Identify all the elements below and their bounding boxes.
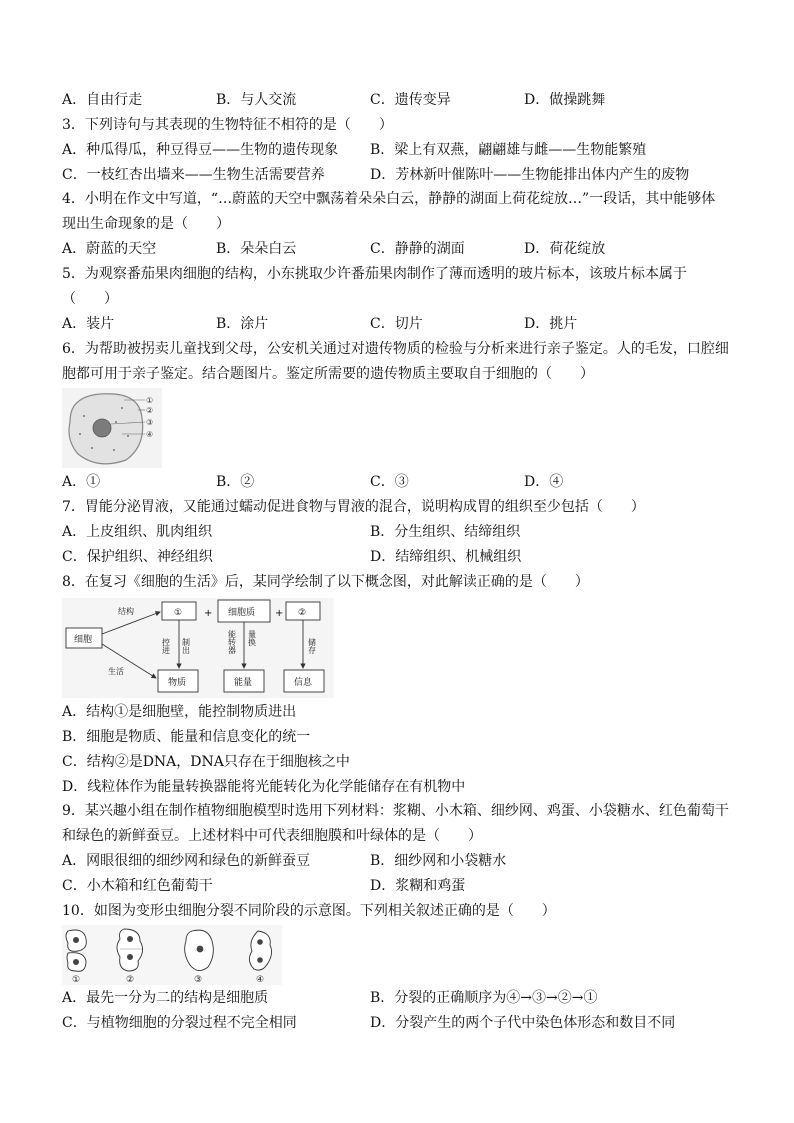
q3-stem: 3．下列诗句与其表现的生物特征不相符的是（ ） [62, 117, 393, 133]
q9-stem-line-2: 和绿色的新鲜蚕豆。上述材料中可代表细胞膜和叶绿体的是（ ） [62, 828, 482, 844]
amoeba-label-4: ④ [256, 975, 265, 985]
cell-label-3: ③ [146, 418, 154, 427]
q2-option-a[interactable]: A．自由行走 [62, 92, 143, 108]
amoeba-label-1: ① [72, 975, 81, 985]
q6-option-d[interactable]: D．④ [524, 474, 564, 490]
q3-option-a[interactable]: A．种瓜得瓜，种豆得豆——生物的遗传现象 [62, 142, 339, 158]
concept-cell: 细胞 [74, 635, 93, 645]
q5-stem-line-1: 5．为观察番茄果肉细胞的结构，小东挑取少许番茄果肉制作了薄而透明的玻片标本，该玻片标本属于 [62, 266, 687, 282]
q10-stem: 10．如图为变形虫细胞分裂不同阶段的示意图。下列相关叙述正确的是（ ） [62, 903, 556, 919]
amoeba-label-3: ③ [194, 975, 203, 985]
q10-option-c[interactable]: C．与植物细胞的分裂过程不完全相同 [62, 1015, 297, 1031]
q4-option-a[interactable]: A．蔚蓝的天空 [62, 241, 157, 257]
amoeba-label-2: ② [126, 975, 135, 985]
cell-label-2: ② [146, 406, 154, 415]
q4-option-d[interactable]: D．荷花绽放 [524, 241, 606, 257]
q8-option-d[interactable]: D．线粒体作为能量转换器能将光能转化为化学能储存在有机物中 [62, 779, 466, 795]
q2-option-c[interactable]: C．遗传变异 [370, 92, 451, 108]
q10-option-d[interactable]: D．分裂产生的两个子代中染色体形态和数目不同 [370, 1015, 676, 1031]
q6-stem-line-1: 6．为帮助被拐卖儿童找到父母，公安机关通过对遗传物质的检验与分析来进行亲子鉴定。人的毛发，口腔细 [62, 341, 729, 357]
q9-option-d[interactable]: D．浆糊和鸡蛋 [370, 878, 466, 894]
q9-option-a[interactable]: A．网眼很细的细纱网和绿色的新鲜蚕豆 [62, 853, 311, 869]
concept-box-2-label: ② [298, 608, 307, 618]
q9-option-b[interactable]: B．细纱网和小袋糖水 [370, 853, 507, 869]
concept-energy: 能量 [234, 678, 253, 688]
q5-option-c[interactable]: C．切片 [370, 316, 423, 332]
q8-option-a[interactable]: A．结构①是细胞壁，能控制物质进出 [62, 704, 297, 720]
q6-option-b[interactable]: B．② [216, 474, 255, 490]
q5-option-d[interactable]: D．挑片 [524, 316, 578, 332]
q7-option-b[interactable]: B．分生组织、结缔组织 [370, 524, 521, 540]
cell-label-4: ④ [146, 430, 154, 439]
q7-stem: 7．胃能分泌胃液，又能通过蠕动促进食物与胃液的混合，说明构成胃的组织至少包括（ ） [62, 499, 645, 515]
q6-stem-line-2: 胞都可用于亲子鉴定。结合题图片。鉴定所需要的遗传物质主要取自于细胞的（ ） [62, 366, 594, 382]
amoeba-division-figure [62, 925, 282, 985]
q4-stem-line-1: 4．小明在作文中写道，“…蔚蓝的天空中飘荡着朵朵白云，静静的湖面上荷花绽放…”一段话，其中能够体 [62, 191, 716, 207]
concept-plus-2: + [275, 608, 284, 619]
concept-converter-left: 能转器 [227, 630, 237, 654]
q3-option-d[interactable]: D．芳林新叶催陈叶——生物能排出体内产生的废物 [370, 167, 690, 183]
concept-cytoplasm: 细胞质 [228, 608, 256, 618]
q9-option-c[interactable]: C．小木箱和红色葡萄干 [62, 878, 213, 894]
q8-option-c[interactable]: C．结构②是DNA，DNA只存在于细胞核之中 [62, 754, 350, 770]
q10-option-a[interactable]: A．最先一分为二的结构是细胞质 [62, 990, 269, 1006]
q6-option-c[interactable]: C．③ [370, 474, 409, 490]
concept-structure: 结构 [118, 607, 134, 616]
q2-option-b[interactable]: B．与人交流 [216, 92, 297, 108]
q2-option-d[interactable]: D．做操跳舞 [524, 92, 606, 108]
q8-stem: 8．在复习《细胞的生活》后，某同学绘制了以下概念图，对此解读正确的是（ ） [62, 574, 589, 590]
concept-plus-1: + [204, 608, 213, 619]
q5-option-a[interactable]: A．装片 [62, 316, 115, 332]
concept-storage: 储存 [307, 638, 317, 654]
q5-stem-line-2: （ ） [62, 291, 118, 307]
q6-option-a[interactable]: A．① [62, 474, 101, 490]
q7-option-d[interactable]: D．结缔组织、机械组织 [370, 549, 522, 565]
concept-control-right: 制出 [181, 638, 191, 654]
q4-stem-line-2: 现出生命现象的是（ ） [62, 216, 230, 232]
concept-life: 生活 [108, 667, 124, 676]
q7-option-a[interactable]: A．上皮组织、肌肉组织 [62, 524, 213, 540]
q7-option-c[interactable]: C．保护组织、神经组织 [62, 549, 213, 565]
q3-option-b[interactable]: B．梁上有双燕，翩翩雄与雌——生物能繁殖 [370, 142, 647, 158]
q4-option-c[interactable]: C．静静的湖面 [370, 241, 465, 257]
q8-option-b[interactable]: B．细胞是物质、能量和信息变化的统一 [62, 729, 311, 745]
concept-info: 信息 [294, 678, 313, 688]
concept-control-left: 控进 [161, 638, 171, 654]
q3-option-c[interactable]: C．一枝红杏出墙来——生物生活需要营养 [62, 167, 325, 183]
animal-cell-figure [62, 388, 162, 468]
concept-map-figure [62, 598, 334, 698]
q5-option-b[interactable]: B．涂片 [216, 316, 269, 332]
concept-matter: 物质 [168, 678, 187, 688]
cell-label-1: ① [146, 396, 154, 405]
q10-option-b[interactable]: B．分裂的正确顺序为④→③→②→① [370, 990, 598, 1006]
concept-box-1-label: ① [174, 608, 183, 618]
q4-option-b[interactable]: B．朵朵白云 [216, 241, 297, 257]
q9-stem-line-1: 9．某兴趣小组在制作植物细胞模型时选用下列材料：浆糊、小木箱、细纱网、鸡蛋、小袋糖水、红色葡萄干 [62, 803, 729, 819]
concept-converter-right: 量换 [247, 630, 257, 646]
